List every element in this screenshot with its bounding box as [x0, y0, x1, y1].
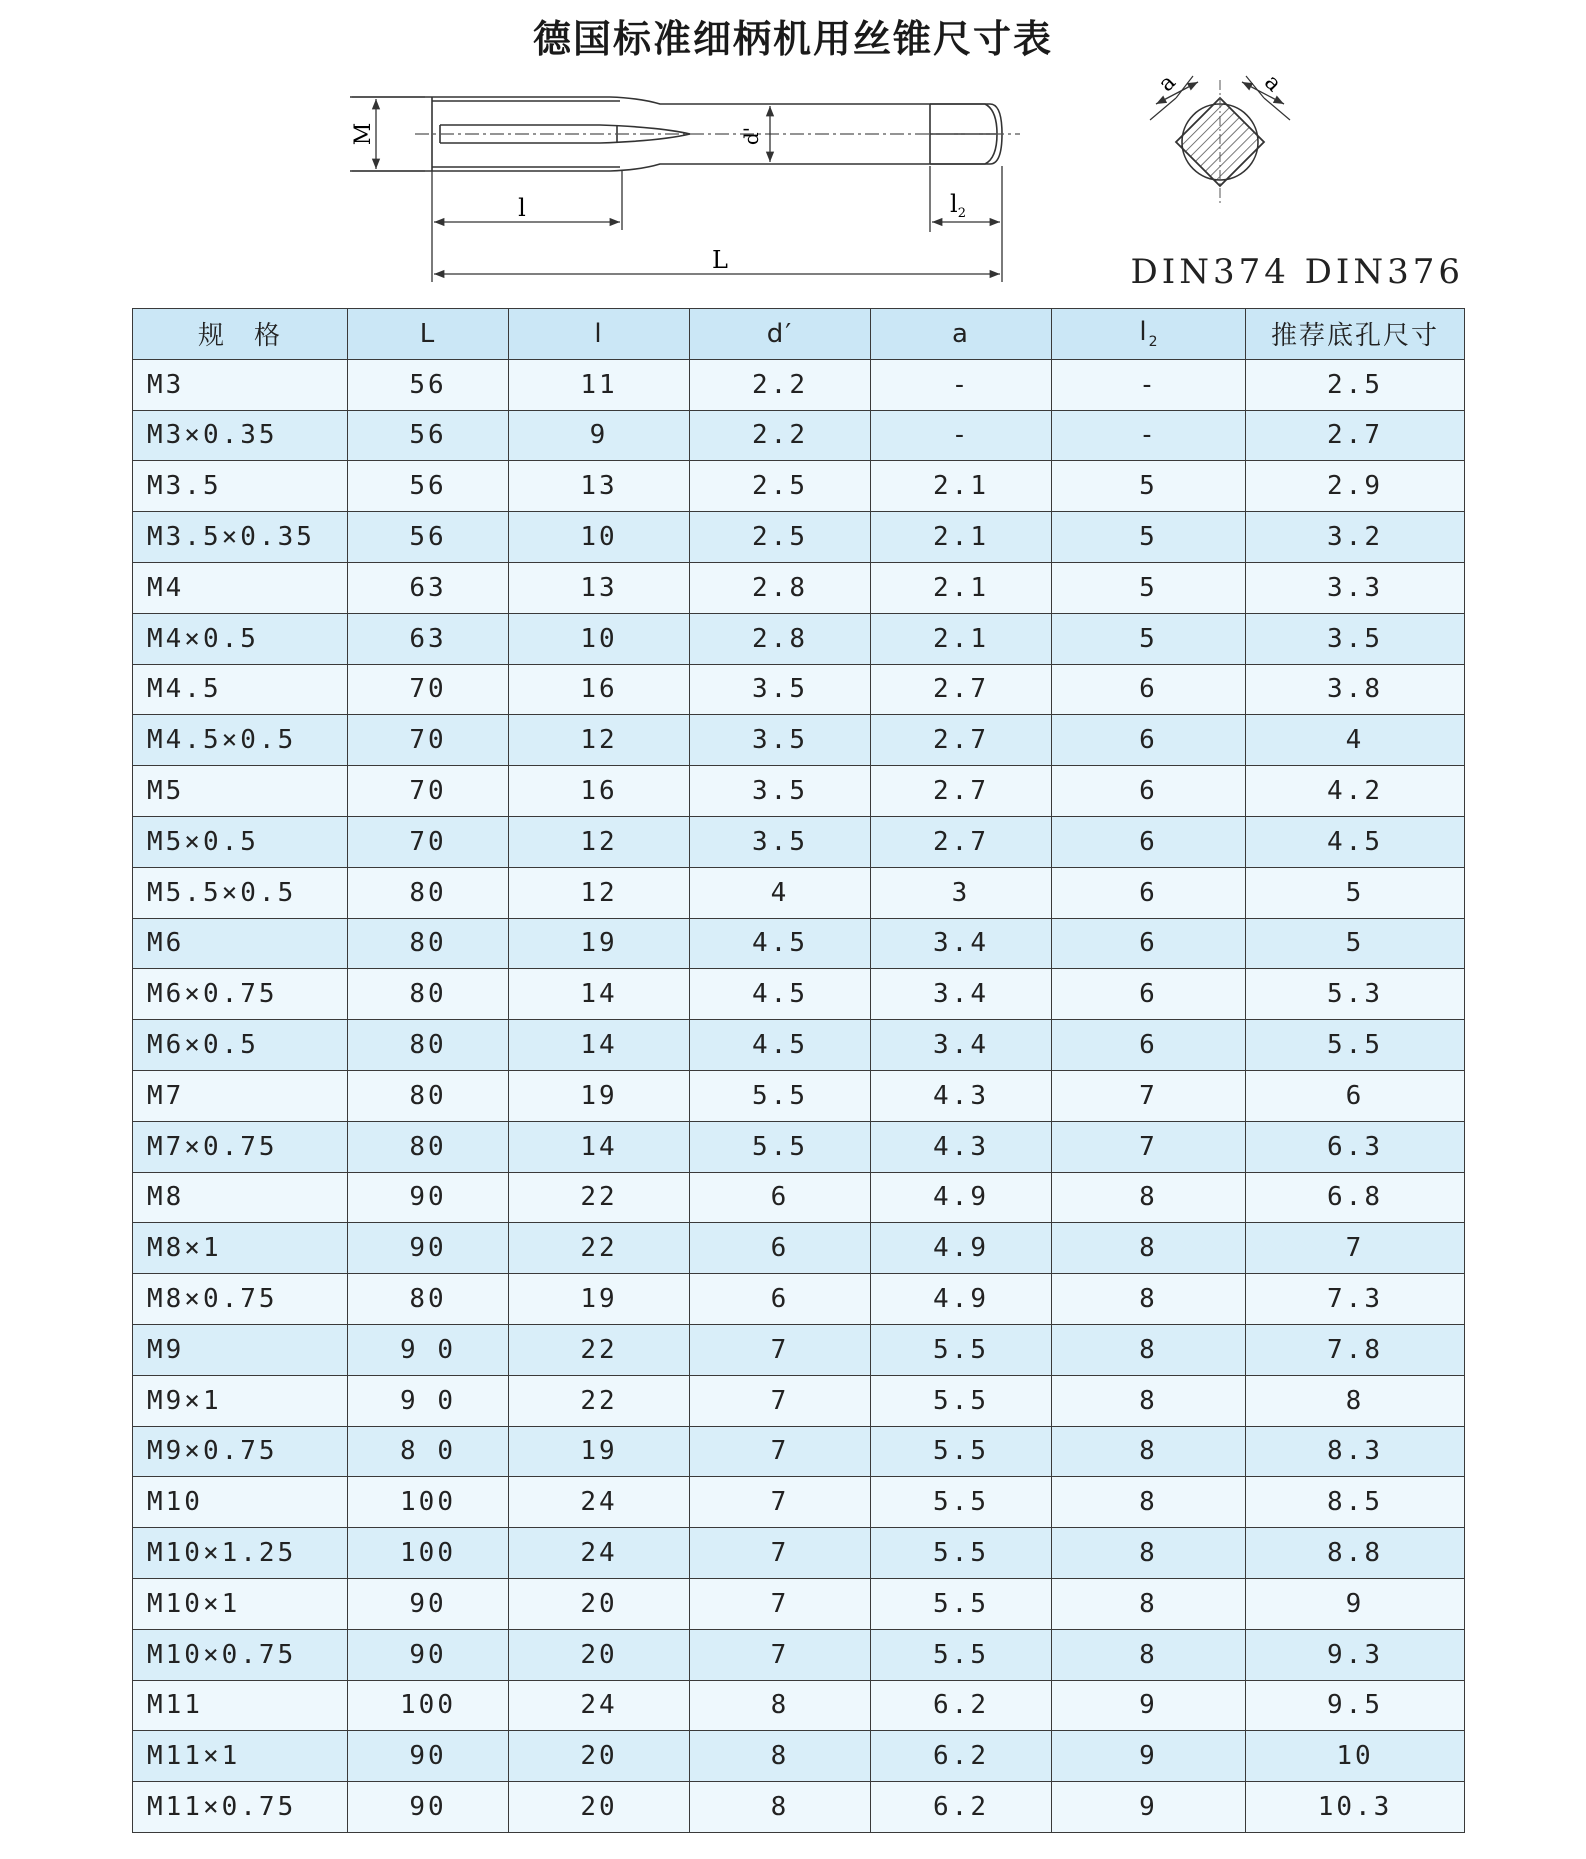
cell-L: 80	[348, 1121, 509, 1172]
cell-spec: M6	[133, 918, 348, 969]
cell-spec: M8×1	[133, 1223, 348, 1274]
cell-l: 14	[509, 1020, 690, 1071]
cell-a: 3	[871, 867, 1052, 918]
cell-d: 7	[690, 1528, 871, 1579]
cell-d: 7	[690, 1324, 871, 1375]
cell-hole: 9.3	[1246, 1629, 1465, 1680]
cell-hole: 8.3	[1246, 1426, 1465, 1477]
table-row	[133, 359, 1465, 410]
cell-L: 80	[348, 918, 509, 969]
cell-l2: 6	[1052, 918, 1246, 969]
cell-d: 4.5	[690, 969, 871, 1020]
cell-l2: 6	[1052, 969, 1246, 1020]
cell-spec: M6×0.75	[133, 969, 348, 1020]
cell-L: 100	[348, 1528, 509, 1579]
cell-L: 63	[348, 562, 509, 613]
cell-L: 80	[348, 1020, 509, 1071]
cell-L: 70	[348, 816, 509, 867]
cell-l: 12	[509, 867, 690, 918]
cell-l2: 9	[1052, 1680, 1246, 1731]
standard-label: DIN374 DIN376	[1130, 252, 1464, 292]
cell-a: 3.4	[871, 918, 1052, 969]
cell-l2: 8	[1052, 1426, 1246, 1477]
cell-l2: 8	[1052, 1477, 1246, 1528]
table-row	[133, 1274, 1465, 1325]
cell-a: 5.5	[871, 1629, 1052, 1680]
cell-spec: M9×1	[133, 1375, 348, 1426]
cell-spec: M10×1.25	[133, 1528, 348, 1579]
cell-hole: 8.5	[1246, 1477, 1465, 1528]
cell-l2: 5	[1052, 562, 1246, 613]
cell-l2: 8	[1052, 1324, 1246, 1375]
cell-d: 2.5	[690, 512, 871, 563]
cell-l: 12	[509, 715, 690, 766]
table-row	[133, 1680, 1465, 1731]
cell-d: 8	[690, 1731, 871, 1782]
cell-spec: M3.5×0.35	[133, 512, 348, 563]
cell-l2: 6	[1052, 867, 1246, 918]
cell-hole: 2.9	[1246, 461, 1465, 512]
cell-d: 2.8	[690, 562, 871, 613]
cell-spec: M10×1	[133, 1578, 348, 1629]
cell-hole: 10	[1246, 1731, 1465, 1782]
cell-l: 22	[509, 1375, 690, 1426]
cell-hole: 4.2	[1246, 766, 1465, 817]
cell-hole: 3.5	[1246, 613, 1465, 664]
cell-spec: M4×0.5	[133, 613, 348, 664]
header-hole: 推荐底孔尺寸	[1246, 309, 1465, 360]
table-row	[133, 969, 1465, 1020]
cell-d: 2.5	[690, 461, 871, 512]
cell-d: 8	[690, 1782, 871, 1833]
cell-l2: 6	[1052, 664, 1246, 715]
table-row	[133, 1477, 1465, 1528]
cell-l2: 5	[1052, 512, 1246, 563]
label-l2: $l_2$	[950, 190, 966, 221]
cell-l2: 8	[1052, 1274, 1246, 1325]
cell-d: 5.5	[690, 1070, 871, 1121]
cell-hole: 7	[1246, 1223, 1465, 1274]
cell-d: 6	[690, 1172, 871, 1223]
cell-hole: 9	[1246, 1578, 1465, 1629]
cell-L: 8 0	[348, 1426, 509, 1477]
table-row	[133, 1782, 1465, 1833]
cell-hole: 6	[1246, 1070, 1465, 1121]
cell-l2: 7	[1052, 1121, 1246, 1172]
cell-d: 4.5	[690, 1020, 871, 1071]
cell-l: 12	[509, 816, 690, 867]
cell-L: 90	[348, 1629, 509, 1680]
cell-L: 70	[348, 664, 509, 715]
table-header-row	[133, 309, 1465, 360]
cell-hole: 8.8	[1246, 1528, 1465, 1579]
cell-a: 5.5	[871, 1477, 1052, 1528]
cell-l: 22	[509, 1324, 690, 1375]
cell-spec: M6×0.5	[133, 1020, 348, 1071]
cell-hole: 9.5	[1246, 1680, 1465, 1731]
cell-d: 4	[690, 867, 871, 918]
cell-l: 16	[509, 766, 690, 817]
cell-L: 56	[348, 359, 509, 410]
cell-hole: 4.5	[1246, 816, 1465, 867]
cell-d: 2.8	[690, 613, 871, 664]
cell-l2: -	[1052, 359, 1246, 410]
header-spec: 规 格	[133, 309, 348, 360]
cell-spec: M5×0.5	[133, 816, 348, 867]
cell-hole: 2.5	[1246, 359, 1465, 410]
header-d: d′	[690, 309, 871, 360]
cell-l: 24	[509, 1680, 690, 1731]
cell-l: 9	[509, 410, 690, 461]
cell-l: 19	[509, 1426, 690, 1477]
cell-a: 2.1	[871, 613, 1052, 664]
cell-spec: M8×0.75	[133, 1274, 348, 1325]
cell-l: 14	[509, 1121, 690, 1172]
cell-a: 2.1	[871, 461, 1052, 512]
cell-l: 22	[509, 1172, 690, 1223]
cell-a: 4.3	[871, 1070, 1052, 1121]
cell-L: 100	[348, 1477, 509, 1528]
table-row	[133, 1426, 1465, 1477]
cell-hole: 7.8	[1246, 1324, 1465, 1375]
table-row	[133, 715, 1465, 766]
cell-spec: M7×0.75	[133, 1121, 348, 1172]
cell-d: 7	[690, 1426, 871, 1477]
cell-a: 5.5	[871, 1375, 1052, 1426]
cell-l2: 6	[1052, 816, 1246, 867]
cell-hole: 6.3	[1246, 1121, 1465, 1172]
cell-l: 16	[509, 664, 690, 715]
cell-a: 5.5	[871, 1324, 1052, 1375]
cell-L: 80	[348, 867, 509, 918]
cell-spec: M8	[133, 1172, 348, 1223]
cell-L: 90	[348, 1731, 509, 1782]
header-a: a	[871, 309, 1052, 360]
cell-a: 4.9	[871, 1172, 1052, 1223]
cell-hole: 5.5	[1246, 1020, 1465, 1071]
table-row	[133, 816, 1465, 867]
cell-L: 56	[348, 461, 509, 512]
cell-l2: 8	[1052, 1629, 1246, 1680]
cell-a: 5.5	[871, 1578, 1052, 1629]
cell-spec: M11×1	[133, 1731, 348, 1782]
cell-l2: 8	[1052, 1223, 1246, 1274]
cell-L: 90	[348, 1578, 509, 1629]
cell-spec: M3×0.35	[133, 410, 348, 461]
cell-L: 9 0	[348, 1375, 509, 1426]
label-L: L	[712, 246, 728, 274]
cell-L: 80	[348, 969, 509, 1020]
cell-spec: M7	[133, 1070, 348, 1121]
cell-l2: 9	[1052, 1731, 1246, 1782]
cell-L: 90	[348, 1172, 509, 1223]
cell-spec: M3	[133, 359, 348, 410]
cell-spec: M9	[133, 1324, 348, 1375]
table-row	[133, 1070, 1465, 1121]
header-l2: $l_2$	[1052, 309, 1246, 360]
cell-a: 2.7	[871, 816, 1052, 867]
label-l: l	[518, 194, 526, 222]
cell-a: 2.1	[871, 512, 1052, 563]
table-row	[133, 766, 1465, 817]
cell-l: 19	[509, 918, 690, 969]
cell-l: 19	[509, 1070, 690, 1121]
cell-l2: 8	[1052, 1578, 1246, 1629]
cell-L: 63	[348, 613, 509, 664]
cell-a: 6.2	[871, 1731, 1052, 1782]
cell-l: 20	[509, 1782, 690, 1833]
cell-d: 3.5	[690, 816, 871, 867]
cell-spec: M11	[133, 1680, 348, 1731]
dimension-l	[432, 171, 622, 282]
cell-l: 10	[509, 512, 690, 563]
cell-a: 2.7	[871, 715, 1052, 766]
cell-spec: M10×0.75	[133, 1629, 348, 1680]
cell-spec: M10	[133, 1477, 348, 1528]
table-row	[133, 562, 1465, 613]
tap-size-table	[132, 308, 1465, 1833]
cell-hole: 6.8	[1246, 1172, 1465, 1223]
cell-a: -	[871, 410, 1052, 461]
cell-d: 5.5	[690, 1121, 871, 1172]
cell-l: 13	[509, 461, 690, 512]
cell-l: 19	[509, 1274, 690, 1325]
cell-l2: -	[1052, 410, 1246, 461]
cell-L: 90	[348, 1223, 509, 1274]
cell-d: 6	[690, 1274, 871, 1325]
table-row	[133, 867, 1465, 918]
cell-L: 56	[348, 410, 509, 461]
cell-a: 2.7	[871, 766, 1052, 817]
cell-a: 2.1	[871, 562, 1052, 613]
cell-L: 56	[348, 512, 509, 563]
cell-hole: 2.7	[1246, 410, 1465, 461]
header-l: l	[509, 309, 690, 360]
cell-l2: 5	[1052, 613, 1246, 664]
cell-l: 20	[509, 1578, 690, 1629]
cell-a: 5.5	[871, 1426, 1052, 1477]
cell-d: 4.5	[690, 918, 871, 969]
label-a-left: a	[1153, 69, 1181, 97]
cell-L: 100	[348, 1680, 509, 1731]
cell-a: 3.4	[871, 969, 1052, 1020]
table-body	[133, 359, 1465, 1832]
cell-l: 11	[509, 359, 690, 410]
cell-d: 2.2	[690, 359, 871, 410]
cell-l: 14	[509, 969, 690, 1020]
cell-d: 3.5	[690, 664, 871, 715]
cell-hole: 3.3	[1246, 562, 1465, 613]
cell-hole: 10.3	[1246, 1782, 1465, 1833]
cell-a: 6.2	[871, 1782, 1052, 1833]
label-d: d'	[739, 126, 763, 146]
page-title: 德国标准细柄机用丝锥尺寸表	[532, 17, 1053, 61]
cell-L: 80	[348, 1274, 509, 1325]
table-row	[133, 1731, 1465, 1782]
table-row	[133, 1528, 1465, 1579]
cell-L: 80	[348, 1070, 509, 1121]
cell-spec: M4.5	[133, 664, 348, 715]
cell-L: 70	[348, 715, 509, 766]
table-row	[133, 1629, 1465, 1680]
cell-l: 20	[509, 1731, 690, 1782]
table-row	[133, 613, 1465, 664]
cell-l: 24	[509, 1477, 690, 1528]
cell-l: 10	[509, 613, 690, 664]
cell-l2: 8	[1052, 1172, 1246, 1223]
cell-L: 90	[348, 1782, 509, 1833]
cell-d: 7	[690, 1578, 871, 1629]
cell-spec: M4	[133, 562, 348, 613]
label-M: M	[351, 122, 376, 146]
cell-l2: 9	[1052, 1782, 1246, 1833]
cell-spec: M4.5×0.5	[133, 715, 348, 766]
cell-a: 4.9	[871, 1223, 1052, 1274]
cell-l2: 8	[1052, 1528, 1246, 1579]
table-row	[133, 1223, 1465, 1274]
table-row	[133, 1324, 1465, 1375]
cell-hole: 3.8	[1246, 664, 1465, 715]
table-row	[133, 1172, 1465, 1223]
cell-spec: M9×0.75	[133, 1426, 348, 1477]
cell-d: 3.5	[690, 766, 871, 817]
cell-l: 20	[509, 1629, 690, 1680]
cell-hole: 4	[1246, 715, 1465, 766]
label-a-right: a	[1259, 69, 1287, 97]
cell-spec: M5.5×0.5	[133, 867, 348, 918]
cell-l: 22	[509, 1223, 690, 1274]
cell-spec: M3.5	[133, 461, 348, 512]
cell-l2: 5	[1052, 461, 1246, 512]
cell-d: 8	[690, 1680, 871, 1731]
cell-d: 2.2	[690, 410, 871, 461]
cell-l2: 6	[1052, 715, 1246, 766]
cell-l: 24	[509, 1528, 690, 1579]
cell-a: 2.7	[871, 664, 1052, 715]
cell-a: -	[871, 359, 1052, 410]
cell-d: 6	[690, 1223, 871, 1274]
table-row	[133, 918, 1465, 969]
cell-hole: 5	[1246, 867, 1465, 918]
cell-spec: M11×0.75	[133, 1782, 348, 1833]
cell-a: 6.2	[871, 1680, 1052, 1731]
cell-a: 4.9	[871, 1274, 1052, 1325]
cell-a: 3.4	[871, 1020, 1052, 1071]
cell-L: 9 0	[348, 1324, 509, 1375]
dimension-l2	[930, 166, 1002, 282]
table-row	[133, 1121, 1465, 1172]
table-row	[133, 1578, 1465, 1629]
cell-l2: 7	[1052, 1070, 1246, 1121]
cell-L: 70	[348, 766, 509, 817]
cell-a: 4.3	[871, 1121, 1052, 1172]
cell-hole: 5	[1246, 918, 1465, 969]
cell-d: 3.5	[690, 715, 871, 766]
cell-spec: M5	[133, 766, 348, 817]
table-row	[133, 461, 1465, 512]
cell-l2: 8	[1052, 1375, 1246, 1426]
cell-hole: 3.2	[1246, 512, 1465, 563]
header-L: L	[348, 309, 509, 360]
cell-d: 7	[690, 1629, 871, 1680]
table-row	[133, 1020, 1465, 1071]
table-row	[133, 512, 1465, 563]
cell-hole: 8	[1246, 1375, 1465, 1426]
cell-a: 5.5	[871, 1528, 1052, 1579]
cell-l: 13	[509, 562, 690, 613]
table-row	[133, 410, 1465, 461]
cell-d: 7	[690, 1477, 871, 1528]
cell-l2: 6	[1052, 1020, 1246, 1071]
cell-l2: 6	[1052, 766, 1246, 817]
table-row	[133, 1375, 1465, 1426]
cell-hole: 5.3	[1246, 969, 1465, 1020]
cell-d: 7	[690, 1375, 871, 1426]
table-row	[133, 664, 1465, 715]
cell-hole: 7.3	[1246, 1274, 1465, 1325]
